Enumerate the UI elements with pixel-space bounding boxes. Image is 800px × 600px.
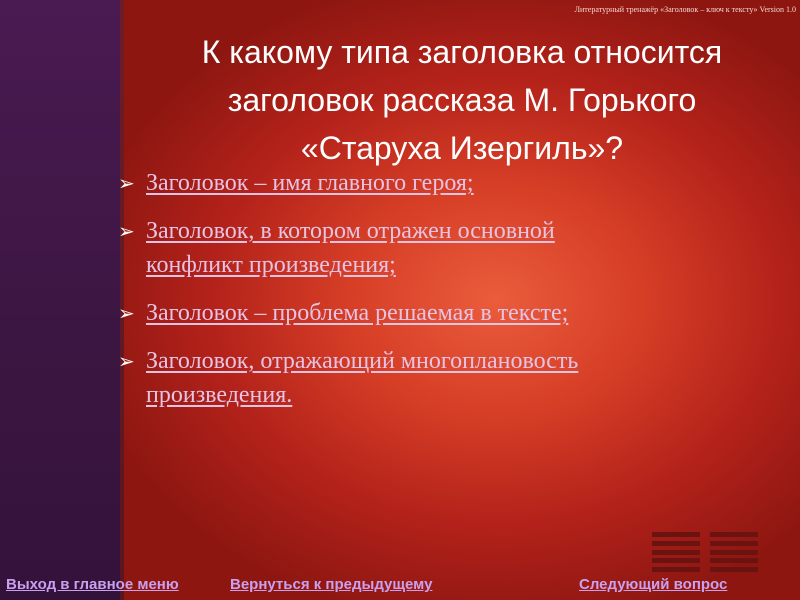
answer-option-4[interactable] [118,344,758,412]
answer-option-text: Заголовок – имя главного героя; [146,170,474,196]
exit-to-main-menu-link[interactable]: Выход в главное меню [6,576,179,593]
version-label: Литературный тренажёр «Заголовок – ключ к тексту» Version 1.0 [574,5,796,14]
answer-option-text: Заголовок, в котором отражен основной [146,218,555,244]
arrow-bullet-icon: ➢ [118,219,135,243]
question-line: К какому типа заголовка относится [201,34,723,70]
answer-list [118,166,758,426]
question-title [124,28,800,172]
answer-option-3[interactable] [118,296,758,330]
decorative-stripes-icon [652,532,700,572]
answer-option-1[interactable] [118,166,758,200]
answer-option-2[interactable] [118,214,758,282]
answer-option-text: Заголовок – проблема решаемая в тексте; [146,300,569,326]
answer-option-text: произведения. [146,382,293,408]
back-to-previous-link[interactable]: Вернуться к предыдущему [230,576,433,593]
question-line: заголовок рассказа М. Горького [227,82,697,118]
answer-option-text: Заголовок, отражающий многоплановость [146,348,579,374]
left-sidebar-panel [0,0,120,600]
arrow-bullet-icon: ➢ [118,171,135,195]
arrow-bullet-icon: ➢ [118,301,135,325]
answer-option-text: конфликт произведения; [146,252,396,278]
question-line: «Старуха Изергиль»? [300,130,624,166]
next-question-link[interactable]: Следующий вопрос [579,576,728,593]
arrow-bullet-icon: ➢ [118,349,135,373]
decorative-stripes-icon [710,532,758,572]
